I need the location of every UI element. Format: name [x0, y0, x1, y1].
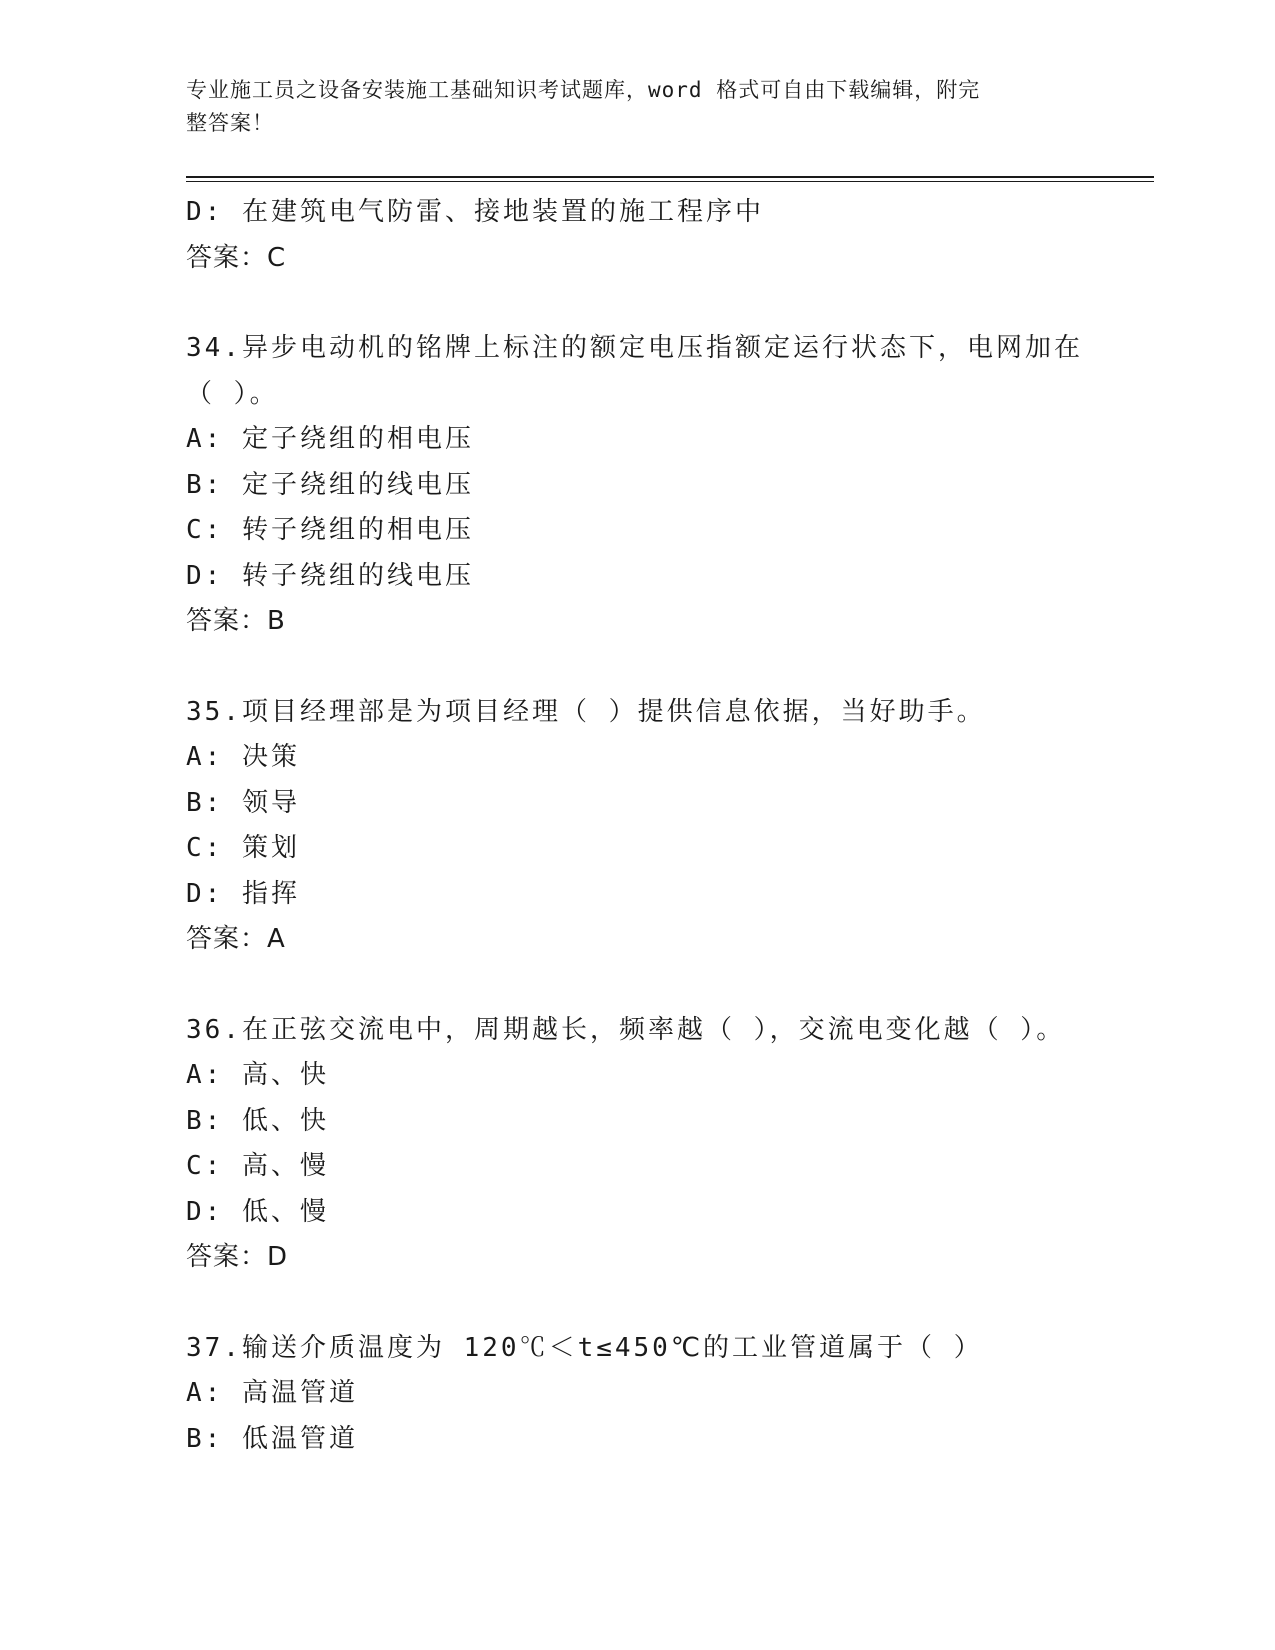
- question-37: [186, 1326, 1086, 1463]
- option-b: B: 低、快: [186, 1105, 329, 1136]
- header-title-line-2: 整答案！: [186, 111, 274, 135]
- answer-line: 答案：C: [186, 242, 287, 273]
- header-title-line-1: 专业施工员之设备安装施工基础知识考试题库，word 格式可自由下载编辑，附完: [186, 78, 981, 102]
- option-a: A: 决策: [186, 742, 300, 772]
- option-a: A: 高、快: [186, 1060, 329, 1090]
- answer-line: 答案：A: [186, 924, 286, 954]
- question-34: [186, 326, 1086, 645]
- question-stem: 37.输送介质温度为 120℃＜t≤450℃的工业管道属于（ ）: [186, 1332, 983, 1363]
- option-c: C: 转子绕组的相电压: [186, 515, 474, 545]
- option-a: A: 高温管道: [186, 1378, 358, 1408]
- option-c: C: 策划: [186, 833, 300, 863]
- question-stem: 34.异步电动机的铭牌上标注的额定电压指额定运行状态下，电网加在: [186, 333, 1083, 363]
- answer-line: 答案：B: [186, 606, 286, 636]
- option-d: D: 低、慢: [186, 1196, 329, 1227]
- answer-line: 答案：D: [186, 1242, 289, 1272]
- option-b: B: 低温管道: [186, 1423, 358, 1454]
- question-35: [186, 690, 1086, 963]
- header-divider-thin: [186, 181, 1154, 182]
- option-c: C: 高、慢: [186, 1151, 329, 1181]
- option-a: A: 定子绕组的相电压: [186, 424, 474, 454]
- option-d: D: 指挥: [186, 878, 300, 909]
- option-d: D: 在建筑电气防雷、接地装置的施工程序中: [186, 197, 764, 227]
- option-d: D: 转子绕组的线电压: [186, 560, 474, 591]
- document-header: [186, 74, 1066, 140]
- question-stem-continued: （ ）。: [186, 378, 279, 409]
- option-b: B: 领导: [186, 787, 300, 818]
- question-33-tail: [186, 190, 1086, 281]
- header-divider-thick: [186, 176, 1154, 178]
- question-stem: 36.在正弦交流电中，周期越长，频率越（ ），交流电变化越（ ）。: [186, 1014, 1066, 1045]
- question-36: [186, 1008, 1086, 1281]
- option-b: B: 定子绕组的线电压: [186, 469, 474, 500]
- question-list: [186, 190, 1086, 1462]
- question-stem: 35.项目经理部是为项目经理（ ）提供信息依据，当好助手。: [186, 696, 986, 727]
